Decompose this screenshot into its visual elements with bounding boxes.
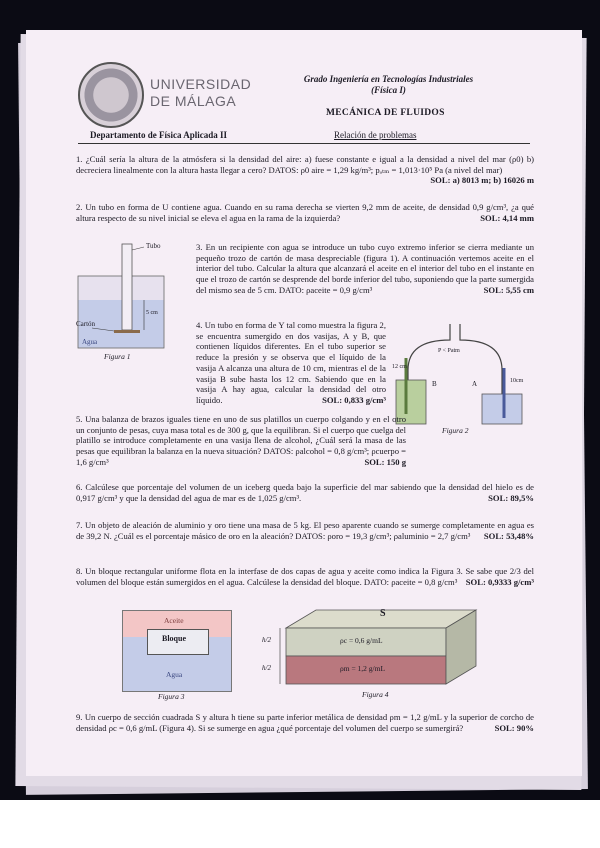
degree-line-2: (Física I) (371, 85, 406, 95)
metal-density-label: ρm = 1,2 g/mL (340, 664, 386, 673)
problem-solution: SOL: 89,5% (488, 492, 534, 503)
problem-text: 1. ¿Cuál sería la altura de la atmósfera si la densidad del aire: a) fuese constante e igual a la densidad a nivel del mar (ρ0) b) decreciera linealmente con la altura hasta llegar a cero? DATOS: ρ0 aire = 1,29 kg/m³; pₐₜₘ = 1,013·10⁵ Pa (a nivel del mar) (76, 154, 534, 175)
figure-2 (392, 318, 534, 438)
problem-solution: SOL: 0,9333 g/cm³ (465, 576, 534, 587)
figure-2-caption: Figura 2 (442, 426, 469, 435)
university-seal-logo (78, 62, 144, 128)
problem-text: 5. Una balanza de brazos iguales tiene en uno de sus platillos un cuerpo colgando y en el otro un conjunto de pesas, cuya masa total es de 300 g, que la equilibran. Si el cuerpo que cuelga del platillo se introduce completamente en una vasija llena de alcohol, ¿Cuál será la masa de las pesas que equilibran la balanza en la nueva situación? DATOS: ρalcohol = 0,8 g/cm³; ρcuerpo = 1,6 g/cm³ (76, 414, 406, 467)
problem-3 (196, 242, 534, 296)
document-type: Relación de problemas (334, 130, 417, 140)
problem-text: 3. En un recipiente con agua se introduce un tubo cuyo extremo inferior se cierra mediante un pequeño trozo de cartón de masa despreciable (figura 1). A continuación vertemos aceite en el interior del tubo. Calcular la altura que alcanzará el aceite en el interior del tubo en el instante en que el trozo de cartón se desprende del borde inferior del tubo, suponiendo que la parte sumergida del mismo sea de 5 cm. DATO: ρaceite = 0,9 g/cm³ (196, 242, 534, 295)
problem-solution: SOL: 53,48% (483, 530, 534, 541)
problem-9 (76, 712, 534, 733)
problem-text: 6. Calcúlese que porcentaje del volumen de un iceberg queda bajo la superficie del mar sabiendo que la densidad del hielo es de 0,917 g/cm³ y que la densidad del agua de mar es de 1,025 g/cm³. (76, 482, 534, 503)
lower-height-label: h/2 (262, 664, 271, 672)
block-label: Bloque (162, 634, 187, 643)
figure-4-caption: Figura 4 (362, 690, 389, 699)
problem-text: 9. Un cuerpo de sección cuadrada S y altura h tiene su parte inferior metálica de densidad ρm = 1,2 g/mL y la superior de corcho de densidad ρc = 0,6 g/mL (Figura 4). Si se sumerge en agua ¿qué porcentaje del volumen del cuerpo se sumergirá? (76, 712, 534, 733)
problem-7 (76, 520, 534, 541)
figure-1-caption: Figura 1 (104, 352, 131, 361)
problem-text: 2. Un tubo en forma de U contiene agua. Cuando en su rama derecha se vierten 9,2 mm de aceite, de densidad 0,9 g/cm³, ¿a qué altura respecto de su nivel inicial se eleva el agua en la rama de la izquierda? (76, 202, 534, 223)
problem-solution: SOL: 5,55 cm (483, 284, 534, 295)
problem-2 (76, 202, 534, 223)
problem-solution: SOL: a) 8013 m; b) 16026 m (430, 175, 534, 186)
height-b-label: 12 cm (392, 364, 407, 370)
figure-4 (262, 606, 482, 706)
problem-text: 4. Un tubo en forma de Y tal como muestra la figura 2, se encuentra sumergido en dos vasijas, A y B, que contienen líquidos diferentes. En el tubo superior se reduce la presión y se observa que el líquido de la vasija A alcanza una altura de 10 cm, mientras el de la vasija B sube hasta los 12 cm. Sabiendo que en la vasija A hay agua, calcular la densidad del otro líquido. (196, 320, 386, 406)
problem-solution: SOL: 150 g (364, 456, 406, 467)
degree-heading (281, 74, 496, 96)
problem-8 (76, 566, 534, 587)
dimension-label: 5 cm (146, 310, 158, 316)
university-name (150, 76, 251, 110)
university-line-1: UNIVERSIDAD (150, 76, 252, 92)
oil-label: Aceite (164, 616, 184, 625)
header-divider (78, 143, 530, 144)
subject-title: MECÁNICA DE FLUIDOS (326, 108, 445, 118)
degree-line-1: Grado Ingeniería en Tecnologías Industriales (303, 74, 474, 84)
vessel-a-label: A (472, 380, 478, 388)
problem-1 (76, 154, 534, 186)
document-page (26, 30, 582, 776)
problem-6 (76, 482, 534, 503)
problem-text: 8. Un bloque rectangular uniforme flota en la interfase de dos capas de agua y aceite como indica la Figura 3. Se sabe que 2/3 del volumen del bloque están sumergidos en el agua. Calcúlese la densidad del bloque. DATO: ρaceite = 0,8 g/cm³ (76, 566, 534, 587)
university-line-2: DE MÁLAGA (150, 93, 237, 109)
cork-density-label: ρc = 0,6 g/mL (340, 636, 383, 645)
water-label: Agua (82, 338, 98, 346)
figure-1 (74, 242, 182, 364)
upper-height-label: h/2 (262, 636, 271, 644)
figure-3 (122, 610, 232, 702)
department-name: Departamento de Física Aplicada II (90, 130, 227, 140)
water-label: Agua (166, 670, 183, 679)
problem-solution: SOL: 90% (494, 722, 534, 733)
problem-4 (196, 320, 386, 406)
height-a-label: 10cm (510, 378, 524, 384)
vessel-b-label: B (432, 380, 437, 388)
problem-text: 7. Un objeto de aleación de aluminio y oro tiene una masa de 5 kg. El peso aparente cuando se sumerge completamente en agua es de 39,2 N. ¿Cuál es el porcentaje másico de oro en la aleación? DATOS: ρoro = 19,3 g/cm³; ρaluminio = 2,7 g/cm³ (76, 520, 534, 541)
problem-5 (76, 414, 406, 468)
figure-3-caption: Figura 3 (158, 692, 185, 701)
tube-label: Tubo (146, 242, 161, 250)
carton-label: Cartón (76, 320, 96, 328)
section-label: S (380, 608, 386, 619)
pressure-label: P < Patm (438, 348, 460, 354)
problem-solution: SOL: 0,833 g/cm³ (322, 395, 386, 406)
problem-solution: SOL: 4,14 mm (480, 212, 534, 223)
